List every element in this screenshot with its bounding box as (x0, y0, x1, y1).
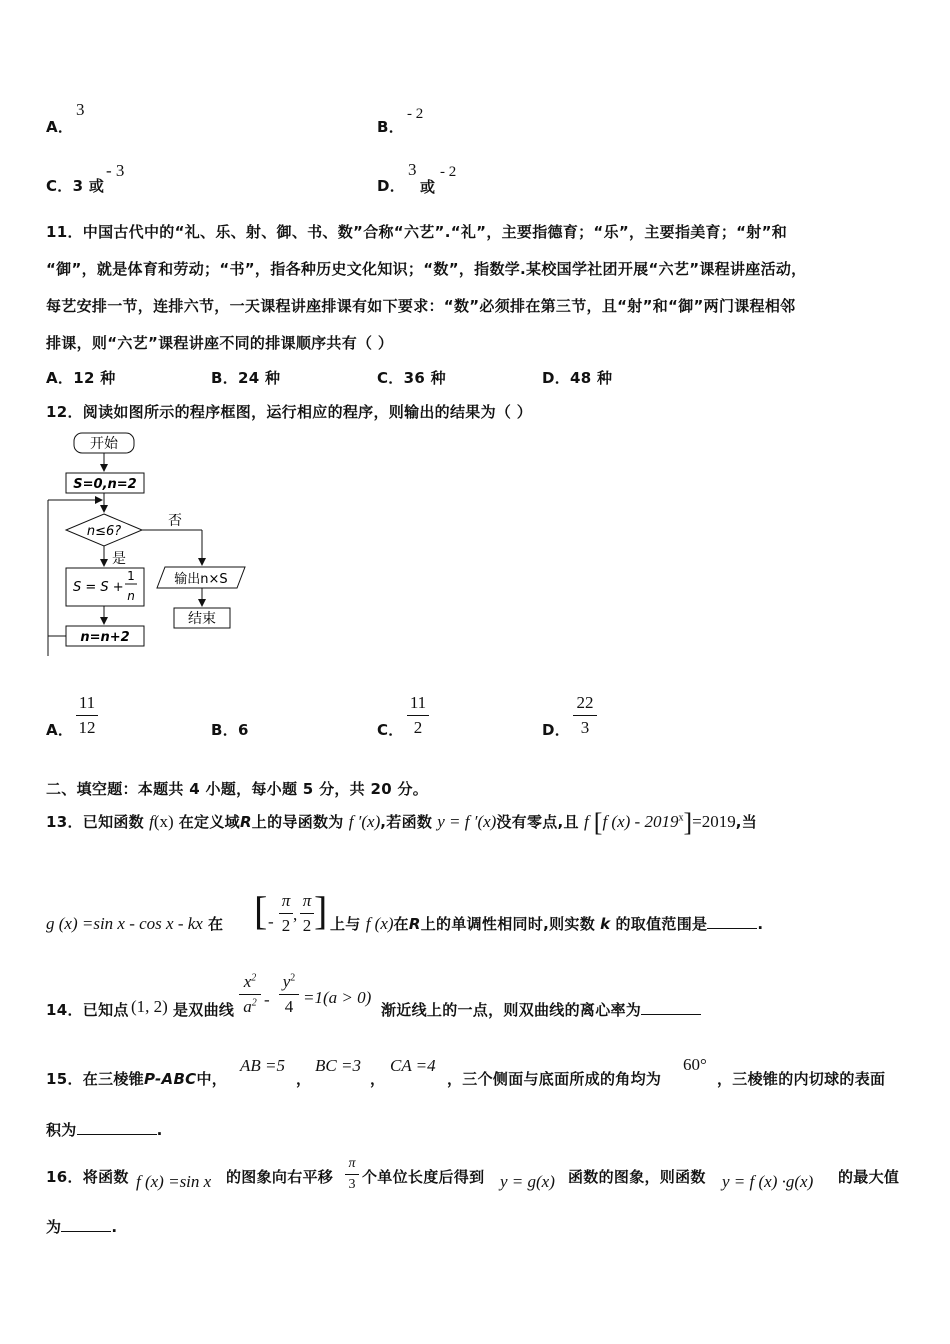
q12-option-c-den: 2 (413, 718, 423, 737)
q13-interval-bracket-left: [ (254, 888, 268, 933)
q15-pabc: P-ABC (143, 1070, 197, 1088)
flow-yes-label: 是 (112, 551, 126, 567)
q14-frac-y (279, 972, 299, 1017)
q11-line3: 每艺安排一节，连排六节，一天课程讲座排课有如下要求：“数”必须排在第三节，且“射”和“御”两门课程相邻 (46, 297, 796, 315)
q12-option-a-label: A． (46, 721, 74, 739)
flow-update-s-num: 1 (127, 569, 135, 583)
q13-g-expr: g (x) =sin x - cos x - kx (46, 914, 203, 933)
q15-text-5: 积为 (46, 1121, 77, 1139)
q13-g-def (46, 913, 223, 934)
q12-stem: 12．阅读如图所示的程序框图，运行相应的程序，则输出的结果为（ ） (46, 403, 532, 421)
q12-option-a-fraction (76, 693, 98, 738)
flow-start-text: 开始 (90, 436, 118, 452)
q16-text-1: 16．将函数 (46, 1168, 129, 1186)
q14-answer-blank[interactable] (641, 1014, 701, 1015)
q13-comma: , (293, 905, 298, 924)
q13-interval-bracket-right: ] (314, 888, 328, 933)
q14-y-sup: 2 (290, 972, 296, 984)
q11-option-b: B．24 种 (211, 369, 281, 387)
q10-option-a-label: A． (46, 118, 74, 136)
q16-line2 (46, 1216, 117, 1237)
q11-option-c: C．36 种 (377, 369, 446, 387)
q16-fx: f (x) =sin x (136, 1172, 212, 1191)
q11-line1: 11．中国古代中的“礼、乐、射、御、书、数”合称“六艺”.“礼”，主要指德育；“乐”，主要指美育；“射”和 (46, 223, 788, 241)
q12-option-d-num: 22 (576, 693, 594, 712)
q14-point: (1, 2) (131, 997, 168, 1016)
flow-update-n-text: n=n+2 (80, 630, 130, 645)
q14-frac-x (239, 972, 261, 1017)
q16-pi: π (348, 1156, 356, 1171)
q13-text-4: ,若函数 (380, 813, 433, 831)
q16-answer-blank[interactable] (61, 1231, 111, 1232)
q13-text-5: 没有零点,且 (496, 813, 579, 831)
q10-option-d-value2: - 2 (440, 164, 457, 180)
q15-text-3: ，三个侧面与底面所成的角均为 (447, 1070, 662, 1088)
q16-three: 3 (348, 1177, 356, 1192)
q12-option-c-num: 11 (409, 693, 427, 712)
q14-eq: =1(a > 0) (303, 988, 372, 1007)
q15-ca: CA =4 (390, 1056, 436, 1075)
q10-option-b-value: - 2 (407, 106, 424, 122)
q13-eq-inner: f (x) - 2019 (602, 812, 679, 831)
q11-option-a: A．12 种 (46, 369, 116, 387)
q13-R: R (239, 813, 252, 831)
q16-text-2: 的图象向右平移 (226, 1168, 334, 1186)
q12-option-d-label: D． (542, 721, 571, 739)
q13-text-11: 的取值范围是 (615, 915, 708, 933)
q16-text-3: 个单位长度后得到 (362, 1168, 485, 1186)
q11-line2: “御”，就是体育和劳动；“书”，指各种历史文化知识；“数”，指数学.某校国学社团开展“六艺”课程讲座活动， (46, 260, 807, 278)
q13-end: . (757, 915, 764, 933)
q14-minus: - (264, 990, 270, 1009)
q13-eq-sup: x (678, 812, 684, 824)
flow-no-label: 否 (168, 513, 182, 529)
q13-two2: 2 (302, 916, 312, 935)
q15-end: . (156, 1121, 163, 1139)
q15-text-4: ，三棱锥的内切球的表面 (717, 1070, 886, 1088)
q15-line1 (46, 1068, 227, 1089)
q14-x-sup: 2 (251, 972, 257, 984)
q14-text-3 (381, 999, 701, 1020)
q16-text-4: 函数的图象，则函数 (568, 1168, 706, 1186)
flow-condition-text: n≤6? (86, 524, 122, 539)
q13-x: (x) (153, 812, 174, 831)
q15-ab: AB =5 (240, 1056, 285, 1075)
q13-text-2: 在定义域 (178, 813, 240, 831)
q16-text-5: 的最大值 (838, 1168, 900, 1186)
q13-text-1: 13．已知函数 (46, 813, 144, 831)
q13-fx2: f (x) (365, 914, 394, 933)
q13-frac1 (279, 891, 293, 936)
q14-four: 4 (284, 997, 294, 1016)
q12-option-a-num: 11 (78, 693, 96, 712)
q14-text-1: 14．已知点 (46, 1001, 129, 1019)
q16-yfg: y = f (x) ·g(x) (722, 1172, 814, 1191)
q10-option-d-label: D． (377, 177, 406, 195)
q13-interval-minus: - (268, 912, 274, 931)
q11-line4: 排课，则“六艺”课程讲座不同的排课顺序共有（ ） (46, 334, 394, 352)
q13-pi2: π (302, 891, 312, 910)
q15-c2: ， (370, 1070, 386, 1088)
q10-option-b-label: B． (377, 118, 405, 136)
q13-frac2 (300, 891, 314, 936)
q13-text-7: 在 (207, 915, 224, 933)
q16-ygx: y = g(x) (500, 1172, 555, 1191)
q13-eq-right: =2019 (692, 812, 736, 831)
q15-text-1: 15．在三棱锥 (46, 1070, 144, 1088)
q10-option-c-label: C．3 或 (46, 177, 105, 195)
q14-text-2: 是双曲线 (173, 1001, 235, 1019)
flow-update-s-text: S = S + (73, 580, 124, 595)
q15-text-2: 中， (196, 1070, 228, 1088)
flow-output-text: 输出n×S (174, 572, 228, 587)
q16-text-6: 为 (46, 1218, 62, 1236)
q13-text-3: 上的导函数为 (251, 813, 344, 831)
q13-yfp: y = f ′(x) (437, 812, 497, 831)
q10-option-d-value1: 3 (408, 160, 417, 179)
q13-k: k (600, 915, 611, 933)
q10-option-c-value: - 3 (106, 161, 125, 180)
flow-update-s-den: n (127, 589, 135, 603)
q12-option-c-fraction (407, 693, 429, 738)
q15-c1: ， (296, 1070, 312, 1088)
q14-text-3-inner: 渐近线上的一点，则双曲线的离心率为 (381, 1001, 642, 1019)
q13-pi1: π (281, 891, 291, 910)
q10-option-a-value: 3 (76, 100, 85, 119)
q16-end: . (111, 1218, 118, 1236)
q15-answer-blank[interactable] (77, 1134, 157, 1135)
flow-init-text: S=0,n=2 (73, 477, 137, 492)
q12-option-a-den: 12 (78, 718, 96, 737)
q16-frac (345, 1156, 359, 1193)
q13-text-9: 在 (393, 915, 409, 933)
q12-option-d-fraction (573, 693, 597, 738)
q14-y: y (282, 972, 291, 991)
q13-R2: R (408, 915, 421, 933)
q15-bc: BC =3 (315, 1056, 361, 1075)
q14-a: a (243, 997, 252, 1016)
q15-angle: 60° (683, 1055, 707, 1074)
q13-answer-blank[interactable] (707, 928, 757, 929)
q13-eq-f: f (583, 812, 589, 831)
q13-text-10: 上的单调性相同时,则实数 (420, 915, 596, 933)
section-title: 二、填空题：本题共 4 小题，每小题 5 分，共 20 分。 (46, 780, 429, 798)
q13-line1: 13．已知函数 f(x) 在定义域R上的导函数为 f ′(x),若函数 y = f ′(x)没有零点,且 f [f $(x) - 2019^x]=2019$,当 (46, 808, 758, 837)
q12-option-b: B．6 (211, 721, 249, 739)
q13-text-6: ,当 (735, 813, 758, 831)
q14-a-sup: 2 (251, 997, 257, 1009)
flowchart (40, 428, 260, 663)
q13-text-8: 上与 (330, 915, 361, 933)
q13-fprime: f ′(x) (348, 812, 381, 831)
q15-line2 (46, 1119, 163, 1140)
q10-option-d-or: 或 (420, 178, 436, 196)
q11-option-d: D．48 种 (542, 369, 613, 387)
q12-option-d-den: 3 (580, 718, 590, 737)
q14-x: x (243, 972, 252, 991)
flow-end-text: 结束 (188, 611, 216, 627)
q13-line2-rest (330, 913, 763, 934)
q13-f: f (149, 812, 154, 831)
q13-two1: 2 (281, 916, 291, 935)
q12-option-c-label: C． (377, 721, 404, 739)
